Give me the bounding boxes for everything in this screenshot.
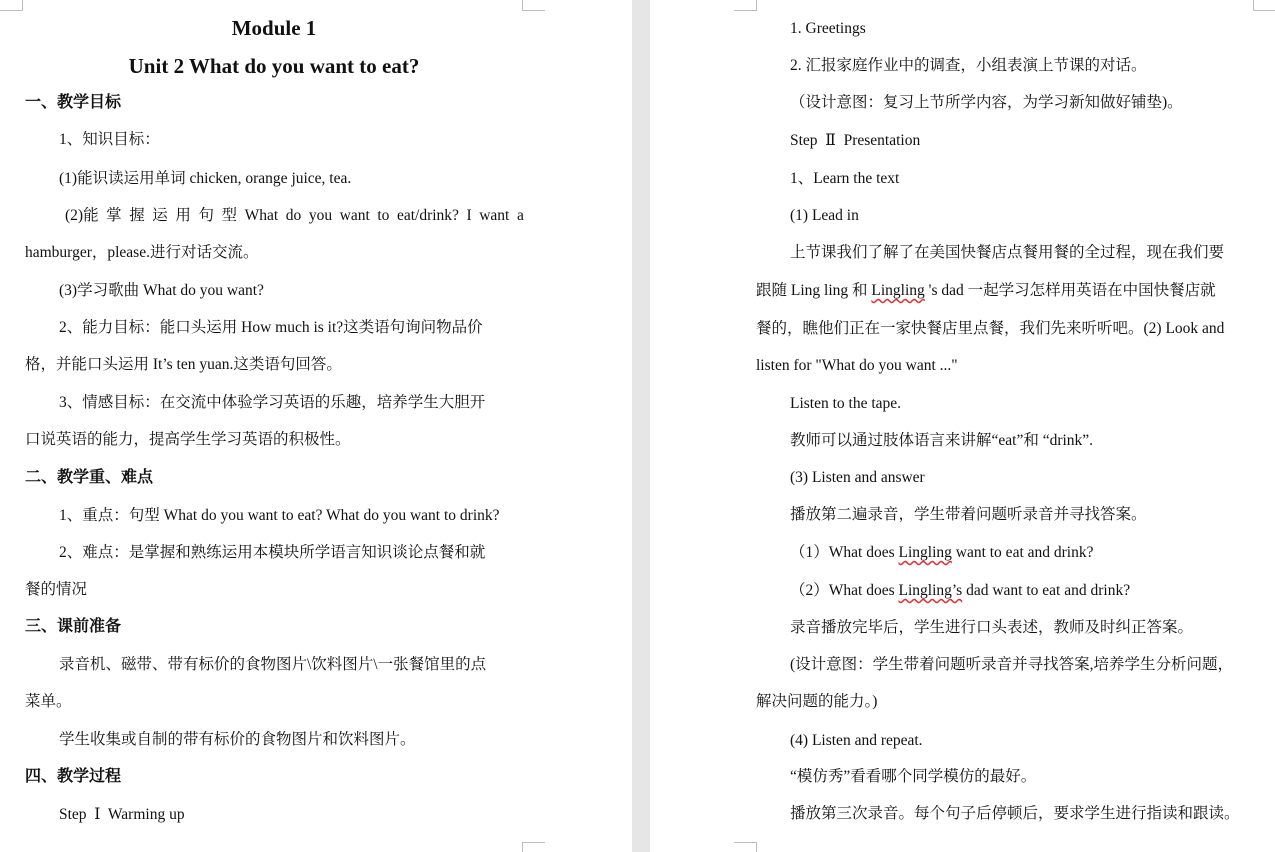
word: (2)能 [65,207,99,224]
paragraph: 教师可以通过肢体语言来讲解“eat”和 “drink”. [790,432,1094,449]
text-run: （2）What does [790,582,899,599]
section-heading: 一、教学目标 [25,94,122,111]
word: 握 [129,207,145,224]
paragraph: (3) Listen and answer [790,469,925,486]
paragraph: 1. Greetings [790,20,866,37]
paragraph: listen for "What do you want ..." [756,357,958,374]
paragraph: 播放第三次录音。每个句子后停顿后，要求学生进行指读和跟读。 [790,805,1240,822]
paragraph: 播放第二遍录音，学生带着问题听录音并寻找答案。 [790,506,1147,523]
text-run: dad want to eat and drink? [962,582,1131,599]
paragraph: 2. 汇报家庭作业中的调查，小组表演上节课的对话。 [790,57,1147,74]
paragraph: 上节课我们了解了在美国快餐店点餐用餐的全过程，现在我们要 [790,244,1225,261]
page-corner-mark [734,0,757,11]
word: a [516,207,524,224]
word: want [479,207,510,224]
paragraph: (设计意图：学生带着问题听录音并寻找答案,培养学生分析问题， [790,656,1234,673]
word: eat/drink? [396,207,459,224]
paragraph: 录音机、磁带、带有标价的食物图片\饮料图片\一张餐馆里的点 [59,656,487,673]
word: 用 [175,207,191,224]
paragraph-justified [65,206,524,226]
paragraph: 学生收集或自制的带有标价的食物图片和饮料图片。 [59,731,416,748]
paragraph: 1、重点：句型 What do you want to eat? What do you want to drink? [59,507,500,524]
word: 型 [221,207,238,224]
word: to [377,207,390,224]
text-run: 's dad 一起学习怎样用英语在中国快餐店就 [924,282,1216,299]
page-corner-mark [734,842,757,852]
document-page-right [650,0,1275,852]
paragraph: 格，并能口头运用 It’s ten yuan.这类语句回答。 [25,356,342,373]
paragraph: 录音播放完毕后，学生进行口头表述，教师及时纠正答案。 [790,619,1194,636]
word: 掌 [106,207,122,224]
paragraph: 1、知识目标： [59,131,160,148]
paragraph: 3、情感目标：在交流中体验学习英语的乐趣，培养学生大胆开 [59,394,486,411]
page-corner-mark [522,0,545,11]
paragraph: （设计意图：复习上节所学内容，为学习新知做好铺垫)。 [790,94,1183,111]
paragraph: Listen to the tape. [790,395,902,412]
paragraph: 餐的情况 [25,581,88,598]
word: 句 [198,207,214,224]
paragraph: 口说英语的能力，提高学生学习英语的积极性。 [25,431,351,448]
paragraph: Step Ⅱ Presentation [790,132,921,149]
paragraph: (3)学习歌曲 What do you want? [59,282,264,299]
word: What [244,207,279,224]
paragraph [790,543,1093,563]
text-run: （1）What does [790,544,899,561]
paragraph [756,281,1216,301]
paragraph: 2、能力目标：能口头运用 How much is it?这类语句询问物品价 [59,319,483,336]
page-corner-mark [0,0,23,11]
paragraph: (1) Lead in [790,207,859,224]
paragraph: 2、难点：是掌握和熟练运用本模块所学语言知识谈论点餐和就 [59,544,486,561]
section-heading: 四、教学过程 [25,768,122,785]
doc-title-unit: Unit 2 What do you want to eat? [128,54,420,78]
spellcheck-word: Lingling [871,282,925,299]
page-gutter [632,0,650,852]
page-corner-mark [522,842,545,852]
page-corner-mark [1253,0,1275,11]
paragraph: Step Ⅰ Warming up [59,806,185,823]
word: do [285,207,302,224]
text-run: 跟随 Ling ling 和 [756,282,872,299]
paragraph: 1、Learn the text [790,170,900,187]
section-heading: 三、课前准备 [25,618,122,635]
paragraph [790,581,1130,601]
paragraph: 菜单。 [25,693,72,710]
spellcheck-word: Lingling’s [898,582,963,599]
paragraph: (1)能识读运用单词 chicken, orange juice, tea. [59,170,352,187]
doc-title-module: Module 1 [231,16,317,40]
word: you [308,207,333,224]
paragraph: (4) Listen and repeat. [790,732,923,749]
paragraph: hamburger，please.进行对话交流。 [25,244,259,261]
paragraph: “模仿秀”看看哪个同学模仿的最好。 [790,768,1037,785]
section-heading: 二、教学重、难点 [25,469,154,486]
text-run: want to eat and drink? [951,544,1094,561]
word: 运 [152,207,168,224]
document-page-left [0,0,632,852]
paragraph: 解决问题的能力。) [756,693,878,710]
word: want [339,207,370,224]
paragraph: 餐的，瞧他们正在一家快餐店里点餐，我们先来听听吧。(2) Look and [756,320,1225,337]
spellcheck-word: Lingling [898,544,952,561]
word: I [466,207,472,224]
